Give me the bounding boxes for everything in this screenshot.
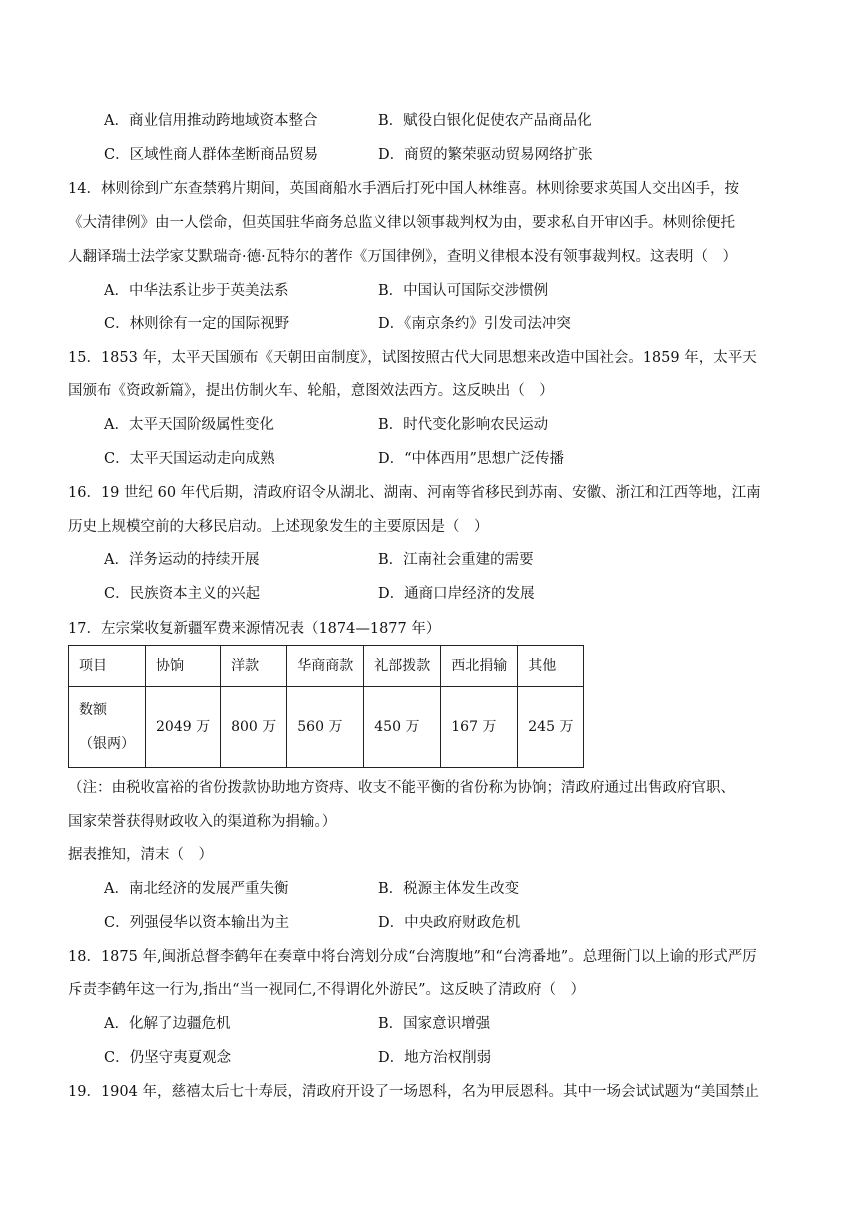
q17-table xyxy=(68,645,584,768)
q18-option-a: A．化解了边疆危机 xyxy=(104,1016,231,1032)
q16-stem-line-1: 16．19 世纪 60 年代后期，清政府诏令从湖北、湖南、河南等省移民到苏南、安徽、浙江和江西等地，江南 xyxy=(68,485,761,501)
table-header-cell: 项目 xyxy=(69,646,146,687)
q13-option-c: C．区域性商人群体垄断商品贸易 xyxy=(104,147,319,163)
q13-option-a: A．商业信用推动跨地域资本整合 xyxy=(104,113,318,129)
q16-option-d: D．通商口岸经济的发展 xyxy=(378,586,535,602)
row-label-line-1: 数额 xyxy=(79,702,107,718)
q17-prompt: 据表推知，清末（ ） xyxy=(68,847,213,863)
q14-stem-line-3: 人翻译瑞士法学家艾默瑞奇·德·瓦特尔的著作《万国律例》，查明义律根本没有领事裁判权。这表明（ ） xyxy=(68,249,737,265)
q15-option-b: B．时代变化影响农民运动 xyxy=(378,417,549,433)
table-header-cell: 协饷 xyxy=(146,646,221,687)
q15-option-d: D．“中体西用”思想广泛传播 xyxy=(378,451,564,467)
q14-stem-line-2: 《大清律例》由一人偿命，但英国驻华商务总监义律以领事裁判权为由，要求私自开审凶手。林则徐便托 xyxy=(68,215,735,231)
table-cell: 800 万 xyxy=(221,687,287,768)
q14-option-d: D．《南京条约》引发司法冲突 xyxy=(378,316,571,332)
table-cell: 2049 万 xyxy=(146,687,221,768)
table-header-cell: 西北捐输 xyxy=(441,646,518,687)
q17-note-line-1: （注：由税收富裕的省份拨款协助地方资痔、收支不能平衡的省份称为协饷；清政府通过出售政府官职、 xyxy=(68,780,735,796)
table-cell: 245 万 xyxy=(518,687,584,768)
table-cell: 450 万 xyxy=(364,687,441,768)
q17-option-b: B．税源主体发生改变 xyxy=(378,881,520,897)
table-header-cell: 洋款 xyxy=(221,646,287,687)
q18-stem-line-2: 斥责李鹤年这一行为,指出“当一视同仁,不得谓化外游民”。这反映了清政府（ ） xyxy=(68,982,586,998)
q17-option-d: D．中央政府财政危机 xyxy=(378,915,521,931)
table-header-cell: 华商商款 xyxy=(287,646,364,687)
q17-option-a: A．南北经济的发展严重失衡 xyxy=(104,881,289,897)
q14-option-b: B．中国认可国际交涉惯例 xyxy=(378,283,549,299)
q13-option-d: D．商贸的繁荣驱动贸易网络扩张 xyxy=(378,147,593,163)
table-cell: 167 万 xyxy=(441,687,518,768)
q15-option-c: C．太平天国运动走向成熟 xyxy=(104,451,275,467)
q15-stem-line-1: 15．1853 年，太平天国颁布《天朝田亩制度》，试图按照古代大同思想来改造中国社会。1859 年，太平天 xyxy=(68,350,757,366)
q14-option-c: C．林则徐有一定的国际视野 xyxy=(104,316,290,332)
q18-stem-line-1: 18．1875 年,闽浙总督李鹤年在奏章中将台湾划分成“台湾腹地”和“台湾番地”。总理衙门以上谕的形式严厉 xyxy=(68,949,757,965)
table-header-row xyxy=(69,646,584,687)
q15-stem-line-2: 国颁布《资政新篇》，提出仿制火车、轮船，意图效法西方。这反映出（ ） xyxy=(68,383,554,399)
table-header-cell: 其他 xyxy=(518,646,584,687)
table-row xyxy=(69,687,584,768)
q14-option-a: A．中华法系让步于英美法系 xyxy=(104,283,289,299)
q17-title: 17．左宗棠收复新疆军费来源情况表（1874—1877 年） xyxy=(68,621,441,637)
q13-option-b: B．赋役白银化促使农产品商品化 xyxy=(378,113,592,129)
q17-option-c: C．列强侵华以资本输出为主 xyxy=(104,915,290,931)
q18-option-d: D．地方治权削弱 xyxy=(378,1050,492,1066)
q17-note-line-2: 国家荣誉获得财政收入的渠道称为捐输。） xyxy=(68,814,337,830)
q18-option-b: B．国家意识增强 xyxy=(378,1016,491,1032)
q16-option-c: C．民族资本主义的兴起 xyxy=(104,586,261,602)
q18-option-c: C．仍坚守夷夏观念 xyxy=(104,1050,232,1066)
q14-stem-line-1: 14．林则徐到广东查禁鸦片期间，英国商船水手酒后打死中国人林维喜。林则徐要求英国人交出凶手，按 xyxy=(68,181,739,197)
q16-option-b: B．江南社会重建的需要 xyxy=(378,552,534,568)
table-cell: 560 万 xyxy=(287,687,364,768)
row-label-line-2: （银两） xyxy=(79,736,135,752)
table-row-label xyxy=(69,687,146,768)
q16-stem-line-2: 历史上规模空前的大移民启动。上述现象发生的主要原因是（ ） xyxy=(68,519,489,535)
q19-stem-line-1: 19．1904 年，慈禧太后七十寿辰，清政府开设了一场恩科，名为甲辰恩科。其中一场会试试题为“美国禁止 xyxy=(68,1084,759,1100)
q16-option-a: A．洋务运动的持续开展 xyxy=(104,552,260,568)
table-header-cell: 礼部拨款 xyxy=(364,646,441,687)
q15-option-a: A．太平天国阶级属性变化 xyxy=(104,417,274,433)
